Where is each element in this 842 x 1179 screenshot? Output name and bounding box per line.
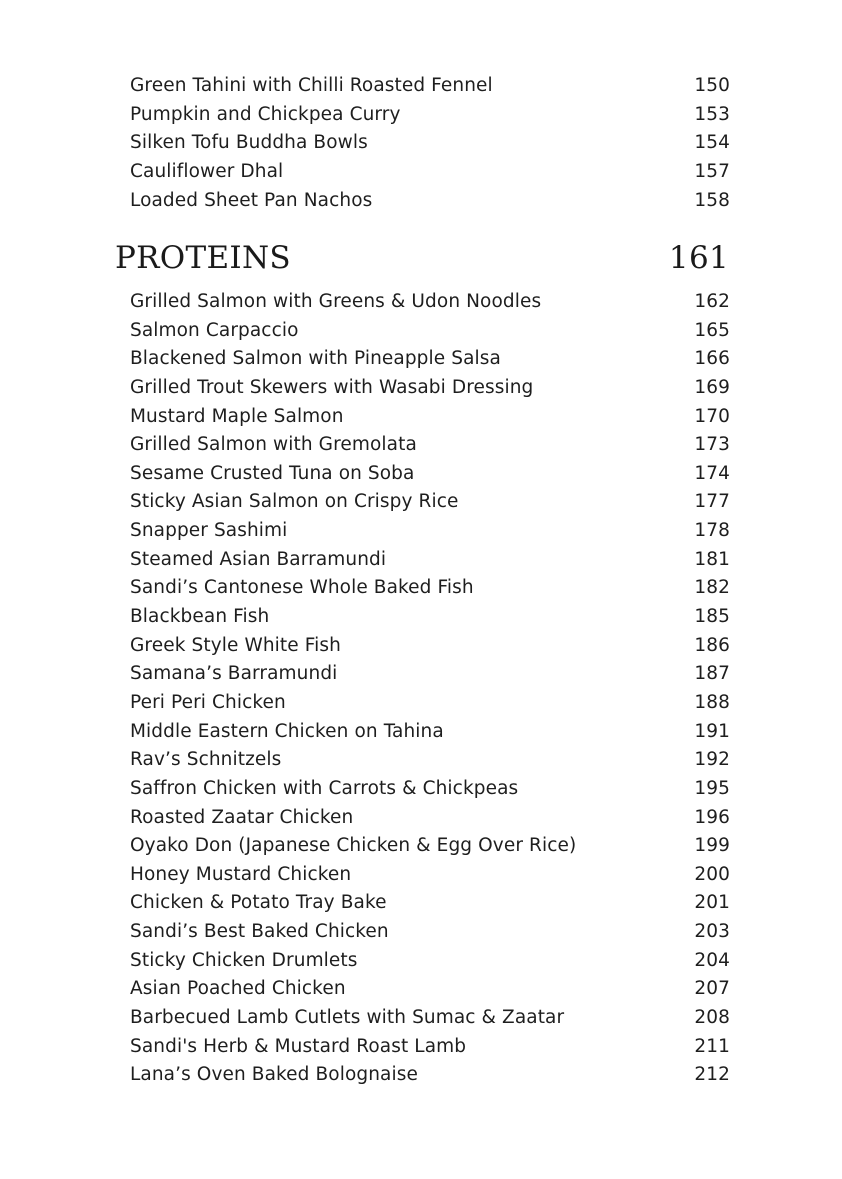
toc-entry	[130, 374, 730, 403]
toc-entry	[130, 804, 730, 833]
toc-entry-page: 153	[694, 103, 730, 125]
toc-entry-title: Sandi's Herb & Mustard Roast Lamb	[130, 1035, 467, 1057]
toc-entry	[130, 1033, 730, 1062]
toc-entry	[130, 660, 730, 689]
toc-entry	[130, 603, 730, 632]
toc-entry-title: Asian Poached Chicken	[130, 978, 346, 1000]
toc-entry-title: Middle Eastern Chicken on Tahina	[130, 720, 444, 742]
toc-entry-title: Steamed Asian Barramundi	[130, 548, 387, 570]
toc-entry-page: 208	[694, 1007, 730, 1029]
toc-entry-page: 173	[694, 434, 730, 456]
toc-entry-title: Sandi’s Cantonese Whole Baked Fish	[130, 577, 474, 599]
toc-entry-title: Lana’s Oven Baked Bolognaise	[130, 1064, 418, 1086]
toc-entry-title: Barbecued Lamb Cutlets with Sumac & Zaatar	[130, 1007, 565, 1029]
toc-entry	[130, 632, 730, 661]
toc-entry-page: 201	[694, 892, 730, 914]
toc-entry-page: 207	[694, 978, 730, 1000]
toc-entry-page: 186	[694, 634, 730, 656]
toc-entry-page: 192	[694, 749, 730, 771]
toc-entry	[130, 72, 730, 101]
toc-entry-page: 162	[694, 291, 730, 312]
toc-entry	[130, 488, 730, 517]
toc-entry	[130, 158, 730, 187]
toc-entry	[130, 317, 730, 346]
toc-entry-page: 177	[694, 491, 730, 513]
toc-entry-title: Salmon Carpaccio	[130, 319, 299, 341]
toc-entry	[130, 975, 730, 1004]
toc-entry	[130, 546, 730, 575]
toc-entry-title: Chicken & Potato Tray Bake	[130, 892, 387, 914]
toc-entry-title: Oyako Don (Japanese Chicken & Egg Over Rice)	[130, 835, 577, 857]
toc-entry-page: 157	[694, 160, 730, 182]
toc-entry-title: Rav’s Schnitzels	[130, 749, 282, 771]
toc-entry	[130, 345, 730, 374]
toc-entry-page: 178	[694, 520, 730, 542]
toc-entry	[130, 775, 730, 804]
toc-entry	[130, 101, 730, 130]
toc-entry-page: 187	[694, 663, 730, 685]
toc-entry-page: 211	[694, 1035, 730, 1057]
section-heading	[115, 236, 729, 280]
toc-entry-page: 191	[694, 720, 730, 742]
toc-entry-title: Grilled Salmon with Greens & Udon Noodles	[130, 291, 542, 312]
toc-entry-page: 188	[694, 691, 730, 713]
toc-entry-title: Grilled Trout Skewers with Wasabi Dressing	[130, 376, 534, 398]
toc-entry-page: 195	[694, 777, 730, 799]
toc-entry	[130, 1004, 730, 1033]
toc-entry	[130, 1061, 730, 1090]
section-title: PROTEINS	[115, 240, 291, 276]
toc-entry-title: Honey Mustard Chicken	[130, 863, 352, 885]
toc-entry	[130, 689, 730, 718]
toc-entry-title: Samana’s Barramundi	[130, 663, 338, 685]
toc-entry	[130, 718, 730, 747]
toc-entry-title: Sticky Asian Salmon on Crispy Rice	[130, 491, 459, 513]
toc-entry-page: 158	[694, 189, 730, 211]
toc-list-previous-section	[130, 72, 730, 215]
toc-entry-page: 212	[694, 1064, 730, 1086]
toc-entry	[130, 431, 730, 460]
toc-entry	[130, 460, 730, 489]
toc-entry-title: Pumpkin and Chickpea Curry	[130, 103, 401, 125]
toc-entry	[130, 403, 730, 432]
toc-list-proteins	[130, 288, 730, 1090]
toc-entry-title: Sticky Chicken Drumlets	[130, 949, 358, 971]
toc-entry-page: 169	[694, 376, 730, 398]
toc-entry-page: 150	[694, 75, 730, 96]
toc-entry-title: Sesame Crusted Tuna on Soba	[130, 462, 415, 484]
toc-entry-title: Loaded Sheet Pan Nachos	[130, 189, 373, 211]
toc-entry-page: 199	[694, 835, 730, 857]
toc-entry-title: Silken Tofu Buddha Bowls	[130, 132, 368, 154]
toc-entry	[130, 832, 730, 861]
toc-entry	[130, 574, 730, 603]
toc-entry-title: Cauliflower Dhal	[130, 160, 284, 182]
toc-entry	[130, 288, 730, 317]
toc-entry-title: Blackbean Fish	[130, 606, 270, 628]
toc-entry-title: Blackened Salmon with Pineapple Salsa	[130, 348, 501, 370]
toc-entry-title: Saffron Chicken with Carrots & Chickpeas	[130, 777, 519, 799]
toc-entry	[130, 947, 730, 976]
toc-entry-title: Grilled Salmon with Gremolata	[130, 434, 417, 456]
toc-entry-title: Mustard Maple Salmon	[130, 405, 344, 427]
toc-entry-page: 185	[694, 606, 730, 628]
toc-entry-page: 204	[694, 949, 730, 971]
toc-entry-page: 154	[694, 132, 730, 154]
toc-entry-title: Greek Style White Fish	[130, 634, 341, 656]
toc-entry-page: 170	[694, 405, 730, 427]
toc-entry	[130, 918, 730, 947]
section-page: 161	[668, 240, 729, 276]
toc-entry-page: 200	[694, 863, 730, 885]
toc-entry-page: 203	[694, 921, 730, 943]
toc-entry	[130, 746, 730, 775]
toc-entry	[130, 129, 730, 158]
toc-entry-title: Green Tahini with Chilli Roasted Fennel	[130, 75, 493, 96]
toc-entry-page: 165	[694, 319, 730, 341]
toc-entry	[130, 187, 730, 216]
toc-entry	[130, 517, 730, 546]
toc-entry-title: Peri Peri Chicken	[130, 691, 286, 713]
toc-entry-page: 182	[694, 577, 730, 599]
toc-entry-title: Sandi’s Best Baked Chicken	[130, 921, 389, 943]
toc-entry	[130, 861, 730, 890]
toc-entry-page: 166	[694, 348, 730, 370]
toc-entry-page: 196	[694, 806, 730, 828]
toc-entry-page: 181	[694, 548, 730, 570]
toc-entry-title: Roasted Zaatar Chicken	[130, 806, 354, 828]
toc-entry-page: 174	[694, 462, 730, 484]
toc-entry-title: Snapper Sashimi	[130, 520, 288, 542]
toc-entry	[130, 889, 730, 918]
